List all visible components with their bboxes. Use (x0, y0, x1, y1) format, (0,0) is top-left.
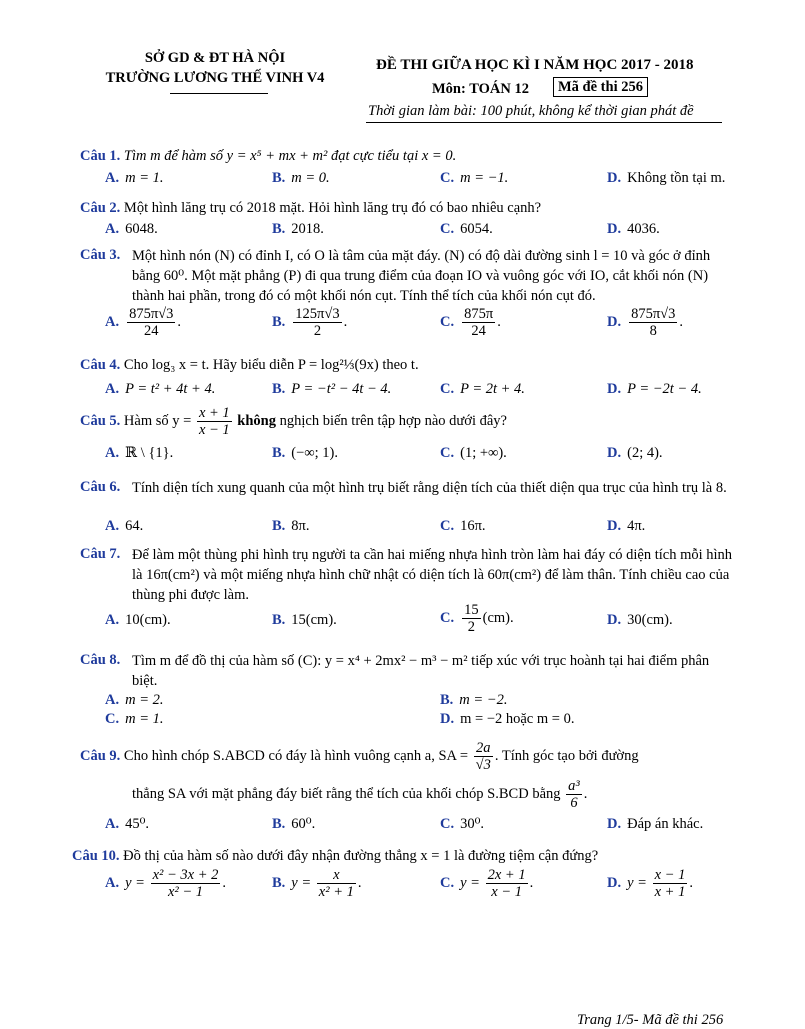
option-b: B. 60⁰. (272, 816, 316, 832)
question-6-text: Tính diện tích xung quanh của một hình trụ biết rằng diện tích của thiết diện qua trục của hình trụ là 8. (132, 480, 727, 496)
option-d: D. Không tồn tại m. (607, 170, 726, 186)
option-a: A. 64. (105, 518, 144, 534)
question-5: Câu 5. Hàm số y = $\frac{x + 1}{x - 1}$ không nghịch biến trên tập hợp nào dưới đây? (80, 405, 507, 438)
option-d: D. P = −2t − 4. (607, 381, 702, 397)
question-7-text: Để làm một thùng phi hình trụ người ta cần hai miếng nhựa hình tròn làm hai đáy có diện tích mỗi hình là 16π(cm²) và một miếng nhựa hình chữ nhật có diện tích là 60π(cm²) để làm thân. Tính chiều cao của thùng phi được làm. (132, 547, 733, 603)
option-c: C. 16π. (440, 518, 486, 534)
option-c: C. P = 2t + 4. (440, 381, 525, 397)
option-c: C. 6054. (440, 221, 493, 237)
department: SỞ GD & ĐT HÀ NỘI (144, 50, 286, 66)
question-7-label: Câu 7. (80, 546, 121, 562)
option-c: C. 30⁰. (440, 816, 485, 832)
question-label: Câu 9. (80, 747, 121, 764)
question-text: Cho log₃ x = t. Hãy biểu diễn P = log²⅓(9x) theo t. (123, 357, 419, 373)
option-c: C. m = 1. (105, 711, 164, 727)
option-d: D. $\frac{875\pi√3}{8}$ . (607, 306, 684, 339)
option-d: D. m = −2 hoặc m = 0. (440, 711, 575, 727)
option-a: A. y = $\frac{\text{x² − 3x + 2}}{\text{x² − 1}}$ . (105, 867, 227, 900)
question-4 (80, 357, 419, 374)
option-d: D. 4π. (607, 518, 646, 534)
question-9-line2: thẳng SA với mặt phẳng đáy biết rằng thể tích của khối chóp S.BCD bằng $\frac{\text{a³}}{6}$ . (132, 778, 588, 811)
header-rule-right (366, 122, 722, 123)
option-b: B. P = −t² − 4t − 4. (272, 381, 392, 397)
option-b: B. (−∞; 1). (272, 445, 338, 461)
option-a: A. 10(cm). (105, 612, 171, 628)
exam-code: Mã đề thi 256 (553, 77, 648, 97)
option-c: C. (1; +∞). (440, 445, 507, 461)
option-b: B. $\frac{125\pi√3}{2}$ . (272, 306, 348, 339)
question-label: Câu 1. (80, 148, 121, 164)
option-a: A. ℝ \ {1}. (105, 445, 174, 461)
page-footer: Trang 1/5- Mã đề thi 256 (577, 1012, 724, 1028)
question-text: Một hình lăng trụ có 2018 mặt. Hỏi hình lăng trụ đó có bao nhiêu cạnh? (123, 200, 542, 216)
option-a: A. m = 1. (105, 170, 164, 186)
subject: Môn: TOÁN 12 (432, 81, 529, 97)
question-8-label: Câu 8. (80, 652, 121, 668)
exam-title: ĐỀ THI GIỮA HỌC KÌ I NĂM HỌC 2017 - 2018 (376, 57, 694, 73)
option-b: B. y = $\frac{x}{\text{x² + 1}}$ . (272, 867, 362, 900)
option-a: A. m = 2. (105, 692, 164, 708)
option-b: B. 8π. (272, 518, 310, 534)
question-label: Câu 4. (80, 357, 121, 373)
question-8-text: Tìm m để đồ thị của hàm số (C): y = x⁴ + 2mx² − m³ − m² tiếp xúc với trục hoành tại hai điểm phân biệt. (132, 653, 710, 689)
option-a: A. 6048. (105, 221, 158, 237)
option-c: C. $\frac{875\pi}{24}$ . (440, 306, 501, 339)
option-d: D. 30(cm). (607, 612, 673, 628)
option-c: C. y = $\frac{2x + 1}{x - 1}$ . (440, 867, 534, 900)
question-text: Đồ thị của hàm số nào dưới đây nhận đường thẳng x = 1 là đường tiệm cận đứng? (123, 848, 599, 864)
option-d: D. Đáp án khác. (607, 816, 704, 832)
question-text: Tìm m để hàm số y = x⁵ + mx + m² đạt cực tiểu tại x = 0. (123, 148, 457, 164)
question-9: Câu 9. Cho hình chóp S.ABCD có đáy là hình vuông cạnh a, SA = $\frac{2a}{√3}$ . Tính góc tạo bởi đường (80, 740, 639, 773)
option-d: D. y = $\frac{x - 1}{x + 1}$ . (607, 867, 693, 900)
option-b: B. 15(cm). (272, 612, 337, 628)
question-6-label: Câu 6. (80, 479, 121, 495)
option-b: B. m = 0. (272, 170, 330, 186)
school-name: TRƯỜNG LƯƠNG THẾ VINH V4 (105, 70, 325, 86)
question-1 (80, 148, 456, 165)
header-rule-left (170, 93, 268, 94)
option-a: A. P = t² + 4t + 4. (105, 381, 216, 397)
option-a: A. $\frac{875\pi√3}{24}$ . (105, 306, 182, 339)
option-c: C. $\frac{15}{2}$ (cm). (440, 602, 514, 635)
exam-code-box (553, 79, 648, 96)
option-d: D. 4036. (607, 221, 660, 237)
question-label: Câu 5. (80, 412, 121, 429)
question-2 (80, 200, 541, 217)
question-label: Câu 2. (80, 200, 121, 216)
option-a: A. 45⁰. (105, 816, 150, 832)
question-10 (72, 848, 598, 865)
option-b: B. m = −2. (440, 692, 508, 708)
question-3-label: Câu 3. (80, 247, 121, 263)
question-3-text: Một hình nón (N) có đỉnh I, có O là tâm của mặt đáy. (N) có độ dài đường sinh l = 10 và góc ở đỉnh bằng 60⁰. Một mặt phẳng (P) đi qua trung điểm của đoạn IO và vuông góc với IO, cắt khối nón (N) thành hai phần, trong đó có một khối nón cụt. Tính thể tích của khối nón cụt đó. (132, 248, 711, 304)
duration: Thời gian làm bài: 100 phút, không kể thời gian phát đề (368, 103, 694, 119)
option-b: B. 2018. (272, 221, 324, 237)
question-label: Câu 10. (72, 848, 120, 864)
option-d: D. (2; 4). (607, 445, 663, 461)
option-c: C. m = −1. (440, 170, 509, 186)
